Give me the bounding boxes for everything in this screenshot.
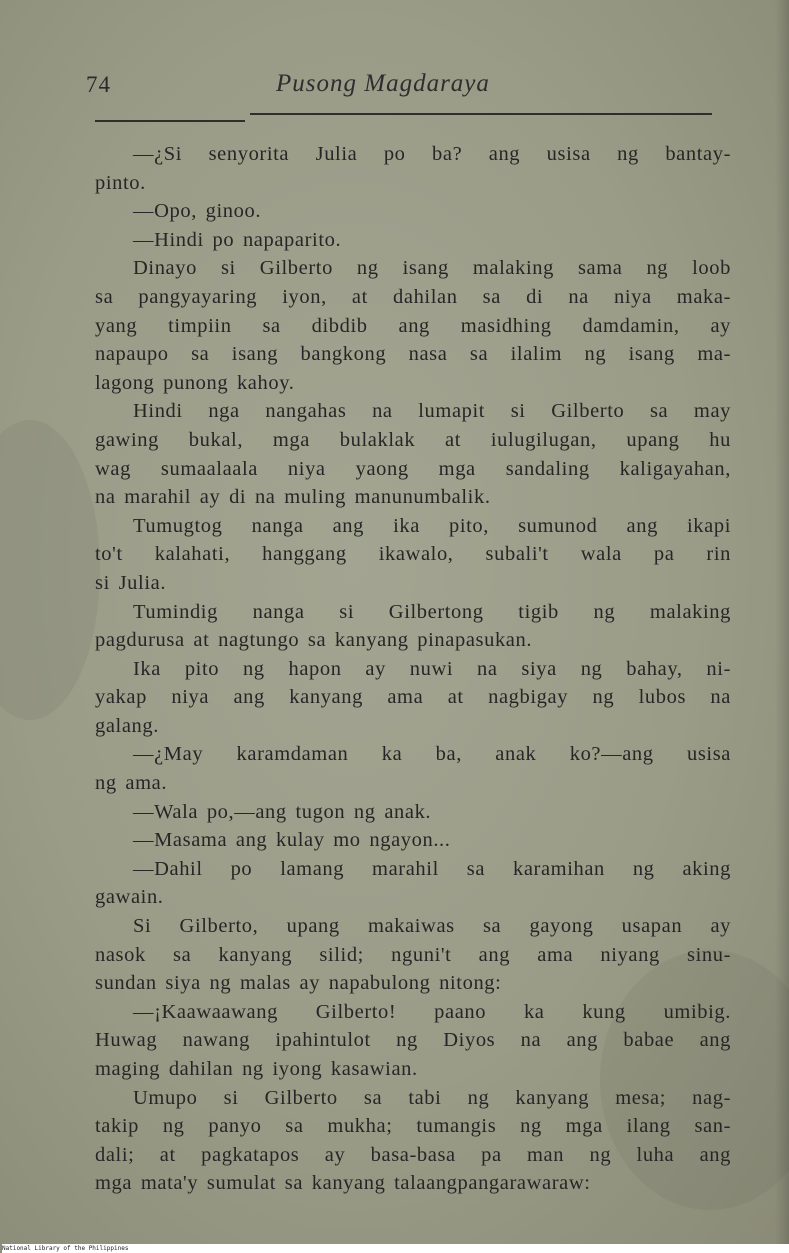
text-line: —¿Si senyorita Julia po ba? ang usisa ng bantay- bbox=[133, 143, 731, 165]
header-rule-right bbox=[250, 113, 712, 115]
text-line: to't kalahati, hanggang ikawalo, subali't wala pa rin bbox=[95, 543, 731, 566]
paragraph bbox=[95, 197, 731, 226]
text-line: gawain. bbox=[95, 886, 164, 909]
text-line: —Wala po,—ang tugon ng anak. bbox=[133, 800, 432, 823]
text-line: yakap niya ang kanyang ama at nagbigay ng lubos na bbox=[95, 686, 731, 709]
text-line: —Dahil po lamang marahil sa karamihan ng aking bbox=[133, 857, 731, 880]
text-line: pinto. bbox=[95, 171, 146, 194]
body-text bbox=[95, 140, 731, 1198]
library-credit: National Library of the Philippines bbox=[2, 1244, 789, 1253]
paragraph bbox=[95, 740, 731, 797]
paragraph bbox=[95, 254, 731, 397]
text-line: Si Gilberto, upang makaiwas sa gayong usapan ay bbox=[133, 915, 731, 938]
paragraph bbox=[95, 912, 731, 998]
text-line: takip ng panyo sa mukha; tumangis ng mga ilang san- bbox=[95, 1115, 731, 1138]
text-line: Huwag nawang ipahintulot ng Diyos na ang babae ang bbox=[95, 1029, 731, 1052]
text-line: sundan siya ng malas ay napabulong nitong: bbox=[95, 972, 502, 995]
text-line: na marahil ay di na muling manunumbalik. bbox=[95, 486, 491, 509]
text-line: napaupo sa isang bangkong nasa sa ilalim ng isang ma- bbox=[95, 343, 731, 366]
text-line: —¿May karamdaman ka ba, anak ko?—ang usisa bbox=[133, 743, 731, 766]
text-line: Ika pito ng hapon ay nuwi na siya ng bahay, ni- bbox=[133, 657, 731, 680]
text-line: Tumugtog nanga ang ika pito, sumunod ang ikapi bbox=[133, 514, 731, 537]
paragraph bbox=[95, 598, 731, 655]
paragraph bbox=[95, 655, 731, 741]
text-line: wag sumaalaala niya yaong mga sandaling kaligayahan, bbox=[95, 457, 731, 480]
paragraph bbox=[95, 226, 731, 255]
text-line: yang timpiin sa dibdib ang masidhing damdamin, ay bbox=[95, 314, 731, 337]
text-line: sa pangyayaring iyon, at dahilan sa di na niya maka- bbox=[95, 285, 731, 308]
running-title: Pusong Magdaraya bbox=[276, 70, 490, 97]
text-line: Dinayo si Gilberto ng isang malaking sama ng loob bbox=[133, 257, 731, 280]
paragraph bbox=[95, 140, 731, 197]
text-line: mga mata'y sumulat sa kanyang talaangpangarawaraw: bbox=[95, 1172, 591, 1195]
paragraph bbox=[95, 798, 731, 827]
text-line: Umupo si Gilberto sa tabi ng kanyang mesa; nag- bbox=[133, 1086, 731, 1109]
paragraph bbox=[95, 855, 731, 912]
paragraph bbox=[95, 512, 731, 598]
text-line: galang. bbox=[95, 714, 159, 737]
paragraph bbox=[95, 397, 731, 511]
text-line: lagong punong kahoy. bbox=[95, 371, 295, 394]
text-line: —Opo, ginoo. bbox=[133, 200, 262, 223]
text-line: Hindi nga nangahas na lumapit si Gilberto sa may bbox=[133, 400, 731, 423]
text-line: Tumindig nanga si Gilbertong tigib ng malaking bbox=[133, 600, 731, 623]
paragraph bbox=[95, 826, 731, 855]
text-line: ng ama. bbox=[95, 772, 168, 795]
text-line: gawing bukal, mga bulaklak at iulugilugan, upang hu bbox=[95, 428, 731, 451]
text-line: dali; at pagkatapos ay basa-basa pa man ng luha ang bbox=[95, 1143, 731, 1166]
paragraph bbox=[95, 998, 731, 1084]
text-line: nasok sa kanyang silid; nguni't ang ama niyang sinu- bbox=[95, 943, 731, 966]
text-line: pagdurusa at nagtungo sa kanyang pinapasukan. bbox=[95, 629, 533, 652]
paper-stain bbox=[0, 420, 100, 720]
text-line: maging dahilan ng iyong kasawian. bbox=[95, 1058, 418, 1080]
header-rule-left bbox=[95, 120, 245, 122]
text-line: —¡Kaawaawang Gilberto! paano ka kung umibig. bbox=[133, 1000, 731, 1023]
text-line: —Masama ang kulay mo ngayon... bbox=[133, 829, 451, 852]
page-edge-shadow bbox=[775, 0, 789, 1244]
paragraph bbox=[95, 1084, 731, 1198]
page-number: 74 bbox=[86, 72, 111, 97]
text-line: si Julia. bbox=[95, 571, 167, 594]
page-header bbox=[86, 70, 716, 110]
text-line: —Hindi po napaparito. bbox=[133, 228, 342, 251]
